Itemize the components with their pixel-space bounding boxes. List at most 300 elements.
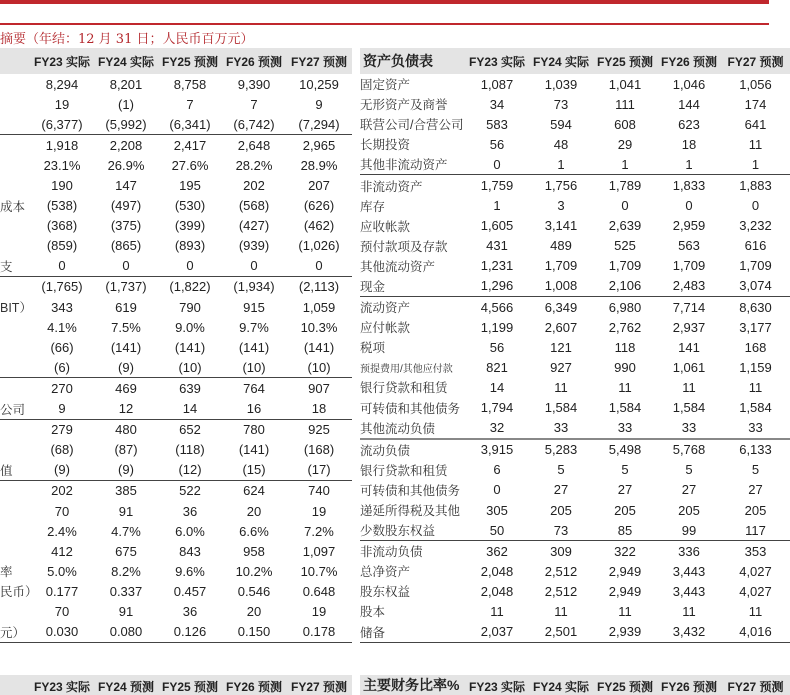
cell-value: 7.5% [111,319,141,335]
red-divider [0,23,769,25]
cell-value: 5 [751,462,760,478]
cell-value: (9) [30,460,94,481]
table-row [0,378,352,399]
cell-value: 2,965 [302,137,336,153]
row-label: 预提费用/其他应付款 [360,363,453,375]
row-label: 预付款项及存款 [360,239,448,254]
row-label: 值 [0,460,30,481]
cell-value: (939) [238,238,270,254]
cell-value: 28.9% [300,157,338,173]
cell-value: 0 [493,482,501,498]
cell-value: 1,709 [608,258,642,274]
row-label [0,135,30,156]
cell-value: (9) [94,357,158,378]
cell-value: 91 [118,603,134,619]
cell-value: 85 [593,520,657,541]
cell-value: 8,630 [739,299,772,315]
cell-value: 91 [118,503,134,519]
cell-value: 1,584 [739,400,772,416]
cell-value: 2,512 [544,583,578,599]
cell-value: 619 [115,299,137,315]
table-row [0,94,352,114]
cell-value: 2,959 [672,218,706,234]
row-label [0,236,30,256]
cell-value: 4,027 [739,563,772,579]
cell-value: 3,432 [657,622,721,643]
cell-value: 117 [721,520,790,541]
cell-value: 2.4% [47,523,77,539]
table-row [360,236,790,256]
cell-value: 1,584 [544,400,578,416]
table-row [0,114,352,135]
cell-value: (87) [114,442,138,458]
cell-value: 6,133 [739,442,772,458]
row-label [0,276,30,297]
cell-value: 6.0% [175,523,205,539]
row-label [0,94,30,114]
table-row [0,74,352,94]
cell-value: 19 [54,96,70,112]
cell-value: (15) [222,460,286,481]
cell-value: 6 [493,462,501,478]
cell-value: 8.2% [111,563,141,579]
cell-value: 195 [179,178,201,194]
cell-value: 0.178 [286,622,352,643]
cell-value: 3,141 [544,218,578,234]
cell-value: 50 [465,520,529,541]
row-label: 其他非流动资产 [360,154,465,175]
table-row [360,337,790,357]
cell-value: 33 [593,418,657,439]
cell-value: 11 [490,603,504,619]
cell-value: (12) [158,460,222,481]
cell-value: 9,390 [237,76,271,92]
cell-value: 0 [685,198,693,214]
cell-value: (399) [174,218,206,234]
cell-value: 2,937 [672,319,706,335]
cell-value: 1,008 [529,276,593,297]
cell-value: 385 [115,483,137,499]
header-col-1: FY23 实际 [465,48,529,74]
table-row [0,581,352,601]
table-row [0,480,352,501]
row-label: 长期投资 [360,138,411,153]
cell-value: 4.1% [47,319,77,335]
cell-value: 16 [222,399,286,420]
cell-value: 1,756 [544,178,578,194]
cell-value: 11 [554,379,568,395]
table-row [360,216,790,236]
cell-value: 305 [486,502,508,518]
cell-value: 6,349 [544,299,578,315]
cell-value: 927 [550,359,572,375]
row-label [0,541,30,561]
table-row [0,541,352,561]
table-row [0,521,352,541]
cell-value: 925 [308,422,330,438]
cell-value: 522 [179,483,201,499]
row-label: 元） [0,622,30,643]
cell-value: 583 [486,116,508,132]
cell-value: 36 [182,503,198,519]
header-col-5: FY27 预测 [721,48,790,74]
cell-value: 2,607 [544,319,578,335]
cell-value: 56 [489,339,505,355]
table-row [0,276,352,297]
cell-value: 907 [308,380,330,396]
row-label: 流动资产 [360,301,411,316]
cell-value: 480 [115,422,137,438]
cell-value: 73 [529,520,593,541]
table-row [360,276,790,297]
row-label [0,337,30,357]
cell-value: 3,177 [739,319,772,335]
cell-value: 0.030 [30,622,94,643]
cell-value: 205 [614,502,636,518]
cell-value: 1 [721,154,790,175]
cell-value: 780 [243,422,265,438]
cell-value: (141) [238,442,270,458]
cell-value: (2,113) [298,279,340,295]
table-row [0,236,352,256]
row-label: 公司 [0,399,30,420]
table-row [360,175,790,196]
cell-value: 11 [554,603,568,619]
row-label [0,155,30,175]
cell-value: 0.546 [237,583,271,599]
table-row [360,297,790,318]
cell-value: (462) [303,218,335,234]
cell-value: 168 [744,339,767,355]
cell-value: 1,039 [544,76,578,92]
cell-value: (1,934) [233,279,275,295]
cell-value: 764 [243,380,265,396]
cell-value: 1,061 [672,359,706,375]
cell-value: 10.3% [300,319,338,335]
cell-value: (1,822) [169,279,211,295]
cell-value: 10.2% [235,563,273,579]
cell-value: 14 [489,379,505,395]
header-col-4: FY26 预测 [222,675,286,695]
cell-value: 2,037 [465,622,529,643]
cell-value: 147 [115,178,137,194]
cell-value: 2,939 [593,622,657,643]
cell-value: 2,949 [608,583,642,599]
header-col-5: FY27 预测 [721,675,790,695]
cell-value: 28.2% [235,157,273,173]
header-col-1: FY23 实际 [30,48,94,74]
cell-value: 1,605 [480,218,514,234]
cell-value: 1,709 [544,258,578,274]
cell-value: 7,714 [672,299,706,315]
row-label: 股东权益 [360,585,411,600]
cell-value: 343 [51,299,73,315]
cell-value: (6,341) [158,114,222,135]
cell-value: 623 [678,116,700,132]
cell-value: 9.7% [239,319,269,335]
row-label: 非流动资产 [360,179,423,194]
ratios-table-header [360,675,790,695]
cell-value: 2,762 [608,319,642,335]
cell-value: 27 [681,482,697,498]
cell-value: 70 [54,603,70,619]
cell-value: 279 [51,422,73,438]
cell-value: (10) [222,357,286,378]
cell-value: 9.6% [175,563,205,579]
header-col-1: FY23 实际 [30,675,94,695]
cell-value: 563 [678,238,700,254]
header-col-3: FY25 预测 [593,48,657,74]
row-label: 银行贷款和租赁 [360,381,448,396]
cell-value: 3,232 [739,218,772,234]
row-label: 联营公司/合营公司 [360,118,464,133]
cell-value: 0.126 [158,622,222,643]
cell-value: 6,980 [608,299,642,315]
cell-value: 270 [51,380,73,396]
cell-value: (141) [110,339,142,355]
cell-value: 11 [618,603,632,619]
cell-value: 29 [617,136,633,152]
cell-value: (5,992) [94,114,158,135]
row-label: 税项 [360,341,386,356]
table-row [0,175,352,195]
cell-value: 309 [550,543,572,559]
balance-sheet-table [360,48,790,643]
table-row [0,501,352,521]
cell-value: 322 [614,543,636,559]
cell-value: 0 [222,256,286,277]
cell-value: 2,501 [529,622,593,643]
cell-value: 639 [179,380,201,396]
cell-value: 5 [685,462,693,478]
cell-value: 353 [744,543,767,559]
cell-value: (427) [238,218,270,234]
cell-value: 27 [748,482,763,498]
table-row [0,622,352,643]
cell-value: 5,498 [608,442,642,458]
cell-value: 27 [617,482,633,498]
row-label [0,317,30,337]
cell-value: 5 [557,462,565,478]
cell-value: 27 [553,482,569,498]
table-row [360,541,790,562]
row-label [0,357,30,378]
table-row [360,622,790,643]
row-label: 储备 [360,622,465,643]
cell-value: 2,648 [237,137,271,153]
table-row [360,114,790,134]
cell-value: 790 [179,299,201,315]
table-row [360,377,790,397]
row-label: BIT） [0,301,32,316]
cell-value: (893) [174,238,206,254]
row-label [0,216,30,236]
row-label: 总净资产 [360,565,411,580]
header-col-2: FY24 实际 [94,48,158,74]
cell-value: 11 [618,379,632,395]
cell-value: 27.6% [171,157,209,173]
cell-value: 0.080 [94,622,158,643]
cell-value: 362 [486,543,508,559]
cell-value: 1,041 [608,76,642,92]
table-row [360,94,790,114]
cell-value: 7 [250,96,258,112]
cell-value: 616 [744,238,767,254]
cell-value: 431 [486,238,508,254]
cell-value: 5.0% [47,563,77,579]
table-row [360,480,790,500]
cell-value: 1,883 [739,178,772,194]
cell-value: 0 [621,198,629,214]
cell-value: 1,794 [480,400,514,416]
cell-value: (6,742) [222,114,286,135]
cell-value: (1) [118,96,134,112]
row-label [0,378,30,399]
cell-value: 48 [553,136,569,152]
table-row [360,520,790,541]
row-label: 支 [0,256,30,277]
cell-value: 0 [94,256,158,277]
table-row [0,337,352,357]
table-row [360,357,790,377]
cell-value: 2,417 [173,137,207,153]
cell-value: 915 [243,299,265,315]
header-label [0,675,30,695]
header-col-2: FY24 实际 [529,675,593,695]
cell-value: 4,566 [480,299,514,315]
header-col-4: FY26 预测 [657,675,721,695]
cell-value: 190 [51,178,73,194]
cell-value: 99 [657,520,721,541]
cell-value: 174 [744,96,767,112]
table-row [360,196,790,216]
table-row [360,74,790,94]
cell-value: (7,294) [286,114,352,135]
row-label: 可转债和其他债务 [360,483,461,498]
cell-value: 1,199 [480,319,514,335]
cell-value: 73 [553,96,569,112]
table-row [0,419,352,440]
row-label [0,480,30,501]
cell-value: 8,758 [173,76,207,92]
cell-value: 1,833 [672,178,706,194]
cell-value: 2,512 [544,563,578,579]
cell-value: 12 [94,399,158,420]
table-row [0,297,352,317]
cell-value: 10.7% [300,563,338,579]
cell-value: 1,918 [45,137,79,153]
header-col-3: FY25 预测 [158,48,222,74]
table-row [0,561,352,581]
cell-value: (538) [46,198,78,214]
cell-value: 0.150 [222,622,286,643]
summary-title: 摘要（年结：12 月 31 日；人民币百万元） [0,32,254,47]
cell-value: 18 [286,399,352,420]
row-label [0,74,30,94]
row-label: 成本 [0,199,26,214]
table-header [0,48,352,74]
cell-value: 5,768 [672,442,706,458]
cell-value: 141 [678,339,700,355]
cell-value: 3,074 [721,276,790,297]
cell-value: 2,639 [608,218,642,234]
cell-value: 675 [115,543,137,559]
top-red-bar [0,0,769,4]
cell-value: 20 [246,503,262,519]
cell-value: (9) [94,460,158,481]
cell-value: (1,765) [41,279,83,295]
cell-value: 11 [682,379,696,395]
cell-value: 11 [748,603,763,619]
table-row [0,256,352,277]
header-col-3: FY25 预测 [158,675,222,695]
cell-value: 1,087 [480,76,514,92]
cell-value: 0.337 [109,583,143,599]
cell-value: (17) [286,460,352,481]
cell-value: 489 [550,238,572,254]
cell-value: 608 [614,116,636,132]
table-row [360,601,790,621]
cell-value: 202 [51,483,73,499]
cell-value: (6) [30,357,94,378]
cell-value: (530) [174,198,206,214]
table-row [0,399,352,420]
cell-value: 0.177 [45,583,79,599]
table-header [360,48,790,74]
cell-value: (1,026) [298,238,340,254]
row-label [0,114,30,135]
cell-value: (118) [175,442,205,458]
row-label: 少数股东权益 [360,520,465,541]
cell-value: 7.2% [304,523,334,539]
cell-value: 821 [486,359,508,375]
table-row [360,581,790,601]
cell-value: 652 [179,422,201,438]
cell-value: 1,046 [672,76,706,92]
cell-value: 336 [678,543,700,559]
table-header [0,675,352,695]
cell-value: 2,048 [480,583,514,599]
header-col-3: FY25 预测 [593,675,657,695]
cell-value: (141) [303,339,335,355]
cell-value: 23.1% [43,157,81,173]
cell-value: 1,059 [302,299,336,315]
cell-value: 525 [614,238,636,254]
row-label [0,501,30,521]
cell-value: (368) [46,218,78,234]
cell-value: 1,709 [739,258,772,274]
row-label: 固定资产 [360,78,411,93]
cell-value: 32 [465,418,529,439]
cell-value: 2,949 [608,563,642,579]
header-label [0,48,30,74]
header-label: 主要财务比率% [360,675,465,695]
row-label [0,419,30,440]
cell-value: 9.0% [175,319,205,335]
cell-value: (859) [46,238,78,254]
cell-value: 8,201 [109,76,143,92]
row-label: 股本 [360,605,386,620]
cashflow-table-header [0,675,352,695]
table-row [360,398,790,418]
cell-value: (10) [158,357,222,378]
header-label: 资产负债表 [360,48,465,74]
cell-value: (6,377) [30,114,94,135]
cell-value: 18 [681,136,697,152]
cell-value: 26.9% [107,157,145,173]
cell-value: 1,097 [302,543,336,559]
header-col-2: FY24 预测 [94,675,158,695]
